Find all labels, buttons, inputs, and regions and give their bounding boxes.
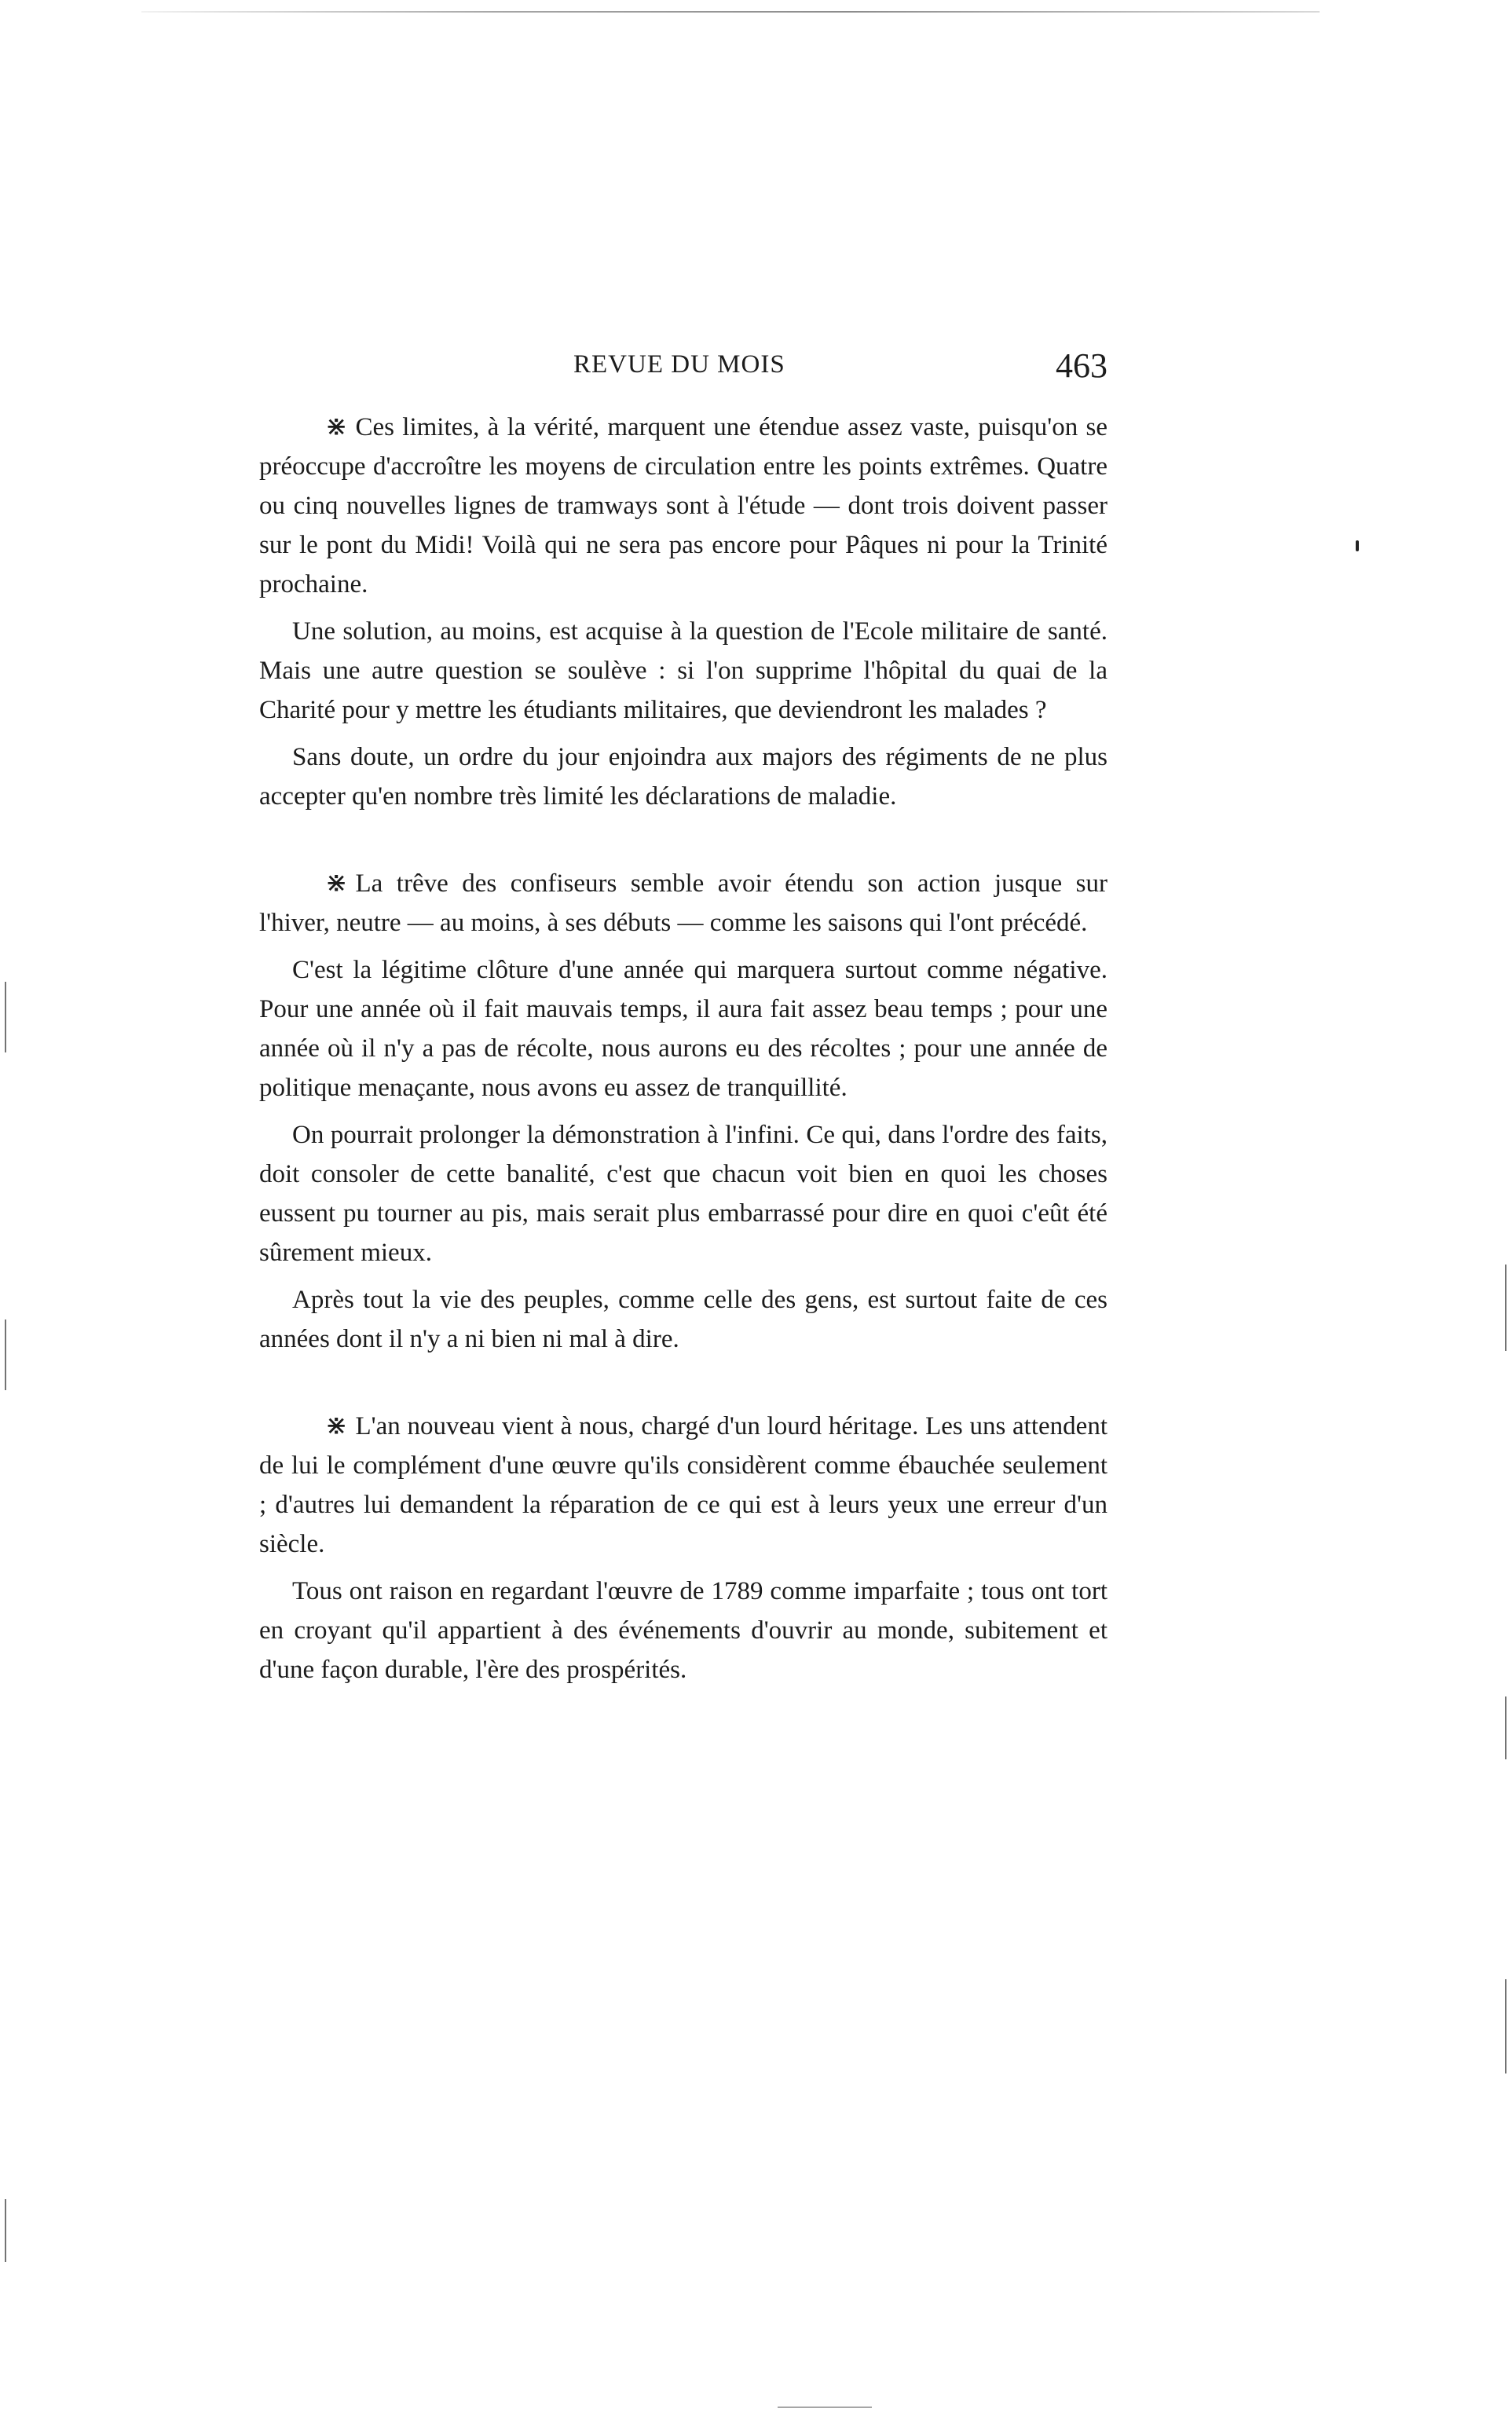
- paragraph: [259, 1406, 1107, 1564]
- paragraph: [259, 612, 1107, 730]
- paragraph: [259, 863, 1107, 942]
- paragraph: [259, 950, 1107, 1107]
- paragraph: [259, 1280, 1107, 1359]
- paragraph-text: L'an nouveau vient à nous, chargé d'un lourd héritage. Les uns attendent de lui le complément d'une œuvre qu'ils considèrent comme ébauchée seulement ; d'autres lui demandent la réparation de ce qui est à leurs yeux une erreur d'un siècle.: [259, 1412, 1107, 1558]
- asterism-icon: ⋇: [325, 867, 348, 899]
- paragraph: [259, 1115, 1107, 1272]
- right-edge-mark: [1505, 1265, 1507, 1351]
- paragraph-text: Après tout la vie des peuples, comme celle des gens, est surtout faite de ces années dont il n'y a ni bien ni mal à dire.: [259, 1286, 1107, 1353]
- paragraph: [259, 407, 1107, 604]
- right-edge-mark: [1505, 1979, 1507, 2073]
- paragraph-text: La trêve des confiseurs semble avoir étendu son action jusque sur l'hiver, neutre — au moins, à ses débuts — comme les saisons qui l'ont précédé.: [259, 869, 1107, 937]
- body-text: [259, 407, 1107, 1689]
- paragraph-text: C'est la légitime clôture d'une année qui marquera surtout comme négative. Pour une année où il fait mauvais temps, il aura fait assez beau temps ; pour une année où il n'y a pas de récolte, nous aurons eu des récoltes ; pour une année de politique menaçante, nous avons eu assez de tranquillité.: [259, 956, 1107, 1102]
- paragraph: [259, 1572, 1107, 1689]
- paragraph-text: Sans doute, un ordre du jour enjoindra aux majors des régiments de ne plus accepter qu'en nombre très limité les déclarations de maladie.: [259, 743, 1107, 811]
- running-title: REVUE DU MOIS: [573, 350, 785, 379]
- scan-rule-top: [141, 11, 1320, 13]
- left-edge-mark: [5, 2199, 6, 2262]
- left-edge-mark: [5, 982, 6, 1052]
- margin-dot: [1356, 540, 1359, 551]
- section: [259, 407, 1107, 816]
- right-edge-mark: [1505, 1696, 1507, 1759]
- section: [259, 863, 1107, 1359]
- section: [259, 1406, 1107, 1689]
- page-number: 463: [1056, 346, 1107, 385]
- paragraph: [259, 738, 1107, 816]
- scan-rule-bottom: [778, 2407, 872, 2408]
- asterism-icon: ⋇: [325, 1410, 348, 1441]
- paragraph-text: Une solution, au moins, est acquise à la question de l'Ecole militaire de santé. Mais une autre question se soulève : si l'on supprime l'hôpital du quai de la Charité pour y mettre les étudiants militaires, que deviendront les malades ?: [259, 617, 1107, 724]
- paragraph-text: On pourrait prolonger la démonstration à l'infini. Ce qui, dans l'ordre des faits, doit consoler de cette banalité, c'est que chacun voit bien en quoi les choses eussent pu tourner au pis, mais serait plus embarrassé pour dire en quoi c'eût été sûrement mieux.: [259, 1121, 1107, 1267]
- paragraph-text: Tous ont raison en regardant l'œuvre de 1789 comme imparfaite ; tous ont tort en croyant qu'il appartient à des événements d'ouvrir au monde, subitement et d'une façon durable, l'ère des prospérités.: [259, 1577, 1107, 1684]
- left-edge-mark: [5, 1319, 6, 1390]
- paragraph-text: Ces limites, à la vérité, marquent une étendue assez vaste, puisqu'on se préoccupe d'accroître les moyens de circulation entre les points extrêmes. Quatre ou cinq nouvelles lignes de tramways sont à l'étude — dont trois doivent passer sur le pont du Midi! Voilà qui ne sera pas encore pour Pâques ni pour la Trinité prochaine.: [259, 413, 1107, 598]
- asterism-icon: ⋇: [325, 411, 348, 442]
- page-header: [259, 346, 1107, 393]
